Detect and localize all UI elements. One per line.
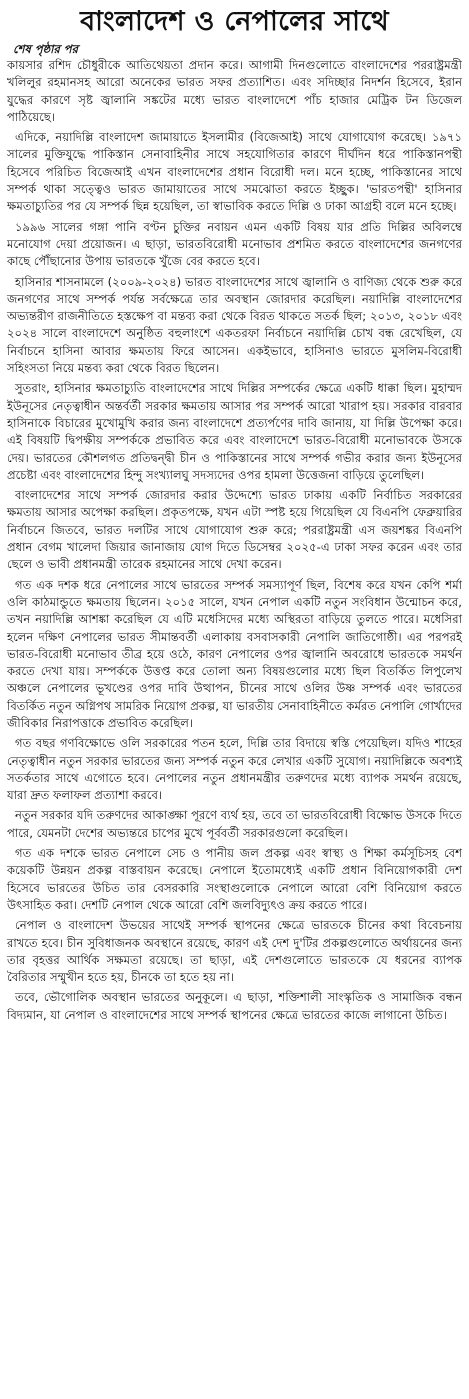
article-paragraph: কায়সার রশিদ চৌধুরীকে আতিথেয়তা প্রদান করে। আগামী দিনগুলোতে বাংলাদেশের পররাষ্ট্রমন্ত্রী খলিলুর রহমানসহ আরো অনেকের ভারত সফর প্রত্যাশিত। এবং সদিচ্ছার নিদর্শন হিসেবে, ইরান যুদ্ধের কারণে সৃষ্ট জ্বালানি সঙ্কটের মধ্যে ভারত বাংলাদেশে পাঁচ হাজার মেট্রিক টন ডিজেল পাঠিয়েছে। xyxy=(7,58,462,124)
article-paragraph: নেপাল ও বাংলাদেশ উভয়ের সাথেই সম্পর্ক স্থাপনের ক্ষেত্রে ভারতকে চীনের কথা বিবেচনায় রাখতে হবে। চীন সুবিধাজনক অবস্থানে রয়েছে, কারণ এই দেশ দু'টির প্রকল্পগুলোতে অর্থায়নের জন্য তার বৃহত্তর আর্থিক সক্ষমতা রয়েছে। তা ছাড়া, এই দেশগুলোতে ভারতকে যে ধরনের ব্যাপক বৈরিতার সম্মুখীন হতে হয়, চীনকে তা হতে হয় না। xyxy=(7,918,462,985)
continued-from-label: শেষ পৃষ্ঠার পর xyxy=(13,42,78,56)
article-paragraph: সুতরাং, হাসিনার ক্ষমতাচ্যুতি বাংলাদেশের সাথে দিল্লির সম্পর্কের ক্ষেত্রে একটি ধাক্কা ছিল। মুহাম্মদ ইউনূসের নেতৃত্বাধীন অন্তর্বর্তী সরকার ক্ষমতায় আসার পর সম্পর্ক আরো খারাপ হয়। সরকার বারবার হাসিনাকে বিচারের মুখোমুখি করার জন্য বাংলাদেশে প্রত্যর্পণের দাবি জানায়, যা দিল্লি উপেক্ষা করে। এই বিষয়টি দ্বিপক্ষীয় সম্পর্ককে প্রভাবিত করে এবং বাংলাদেশে ভারত-বিরোধী মনোভাবকে উসকে দেয়। ভারতের কৌশলগত প্রতিদ্বন্দ্বী চীন ও পাকিস্তানের সাথে সম্পর্ক গভীর করার জন্য ইউনূসের প্রচেষ্টা এবং বাংলাদেশের হিন্দু সংখ্যালঘু সদস্যদের ওপর হামলা উত্তেজনা বাড়িয়ে তুলেছিল। xyxy=(7,381,462,482)
article-paragraph: নতুন সরকার যদি তরুণদের আকাঙ্ক্ষা পূরণে ব্যর্থ হয়, তবে তা ভারতবিরোধী বিক্ষোভ উসকে দিতে পারে, যেমনটা দেশের অভ্যন্তরে চাপের মুখে পূর্ববর্তী সরকারগুলো করেছিল। xyxy=(7,808,462,840)
article-paragraph: গত এক দশকে ভারত নেপালে সেচ ও পানীয় জল প্রকল্প এবং স্বাস্থ্য ও শিক্ষা কর্মসূচিসহ বেশ কয়েকটি উন্নয়ন প্রকল্প বাস্তবায়ন করেছে। নেপালে ইতোমধ্যেই একটি প্রধান বিনিয়োগকারী দেশ হিসেবে ভারতের উচিত তার বেসরকারি সংস্থাগুলোকে নেপালে আরো বেশি বিনিয়োগ করতে উৎসাহিত করা। দেশটি নেপাল থেকে আরো বেশি জলবিদ্যুৎও ক্রয় করতে পারে। xyxy=(7,846,462,912)
article-body xyxy=(7,57,462,1024)
article-paragraph: গত বছর গণবিক্ষোভে ওলি সরকারের পতন হলে, দিল্লি তার বিদায়ে স্বস্তি পেয়েছিল। যদিও শাহের নেতৃত্বাধীন নতুন সরকার ভারতের জন্য সম্পর্ক নতুন করে লেখার একটি সুযোগ। নয়াদিল্লিকে অবশ্যই সতর্কতার সাথে এগোতে হবে। নেপালের নতুন প্রধানমন্ত্রীর তরুণদের মধ্যে ব্যাপক সমর্থন রয়েছে, যারা দ্রুত ফলাফল প্রত্যাশা করবে। xyxy=(7,736,462,803)
article-paragraph: বাংলাদেশের সাথে সম্পর্ক জোরদার করার উদ্দেশ্যে ভারত ঢাকায় একটি নির্বাচিত সরকারের ক্ষমতায় আসার অপেক্ষা করছিল। প্রকৃতপক্ষে, যখন এটা স্পষ্ট হয়ে গিয়েছিল যে বিএনপি ফেব্রুয়ারির নির্বাচনে জিতবে, ভারত দলটির সাথে যোগাযোগ শুরু করে; পররাষ্ট্রমন্ত্রী এস জয়শঙ্কর বিএনপি প্রধান বেগম খালেদা জিয়ার জানাজায় যোগ দিতে ডিসেম্বর ২০২৫-এ ঢাকা সফর করেন এবং তার ছেলে ও ভাবী প্রধানমন্ত্রী তারেক রহমানের সাথে দেখা করেন। xyxy=(7,488,462,572)
article-paragraph: এদিকে, নয়াদিল্লি বাংলাদেশ জামায়াতে ইসলামীর (বিজেআই) সাথে যোগাযোগ করেছে। ১৯৭১ সালের মুক্তিযুদ্ধে পাকিস্তান সেনাবাহিনীর সাথে সহযোগিতার কারণে দীর্ঘদিন ধরে পাকিস্তানপন্থী হিসেবে পরিচিত বিজেআই এখন বাংলাদেশের প্রধান বিরোধী দল। মনে হচ্ছে, পাকিস্তানের সাথে সম্পর্ক থাকা সত্ত্বেও ভারত জামায়াতের সাথে সমঝোতা করতে ইচ্ছুক। 'ভারতপন্থী' হাসিনার ক্ষমতাচ্যুতির পর যে সম্পর্ক ছিন্ন হয়েছিল, তা স্বাভাবিক করতে দিল্লি ও ঢাকা আগ্রহী বলে মনে হচ্ছে। xyxy=(7,130,462,214)
article-paragraph: ১৯৯৬ সালের গঙ্গা পানি বণ্টন চুক্তির নবায়ন এমন একটি বিষয় যার প্রতি দিল্লির অবিলম্বে মনোযোগ দেয়া প্রয়োজন। এ ছাড়া, ভারতবিরোধী মনোভাব প্রশমিত করতে বাংলাদেশের জনগণের কাছে পৌঁছানোর উপায় ভারতকে খুঁজে বের করতে হবে। xyxy=(7,219,462,269)
article-headline: বাংলাদেশ ও নেপালের সাথে xyxy=(80,6,389,37)
article-paragraph: হাসিনার শাসনামলে (২০০৯-২০২৪) ভারত বাংলাদেশের সাথে জ্বালানি ও বাণিজ্য থেকে শুরু করে জনগণের সাথে সম্পর্ক পর্যন্ত সর্বক্ষেত্রে তার অবস্থান জোরদার করেছিল। নয়াদিল্লি বাংলাদেশের অভ্যন্তরীণ রাজনীতিতে হস্তক্ষেপ বা মন্তব্য করা থেকে বিরত থাকতে সতর্ক ছিল; ২০১৩, ২০১৮ এবং ২০২৪ সালে বাংলাদেশে অনুষ্ঠিত বহুলাংশে একতরফা নির্বাচনে নয়াদিল্লি চোখ বন্ধ রেখেছিল, যে নির্বাচনে হাসিনা আবার ক্ষমতায় ফিরে আসেন। একইভাবে, হাসিনাও ভারতে মুসলিম-বিরোধী সহিংসতা নিয়ে মন্তব্য করা থেকে বিরত ছিলেন। xyxy=(7,274,462,376)
article-paragraph: গত এক দশক ধরে নেপালের সাথে ভারতের সম্পর্ক সমস্যাপূর্ণ ছিল, বিশেষ করে যখন কেপি শর্মা ওলি কাঠমান্ডুতে ক্ষমতায় ছিলেন। ২০১৫ সালে, যখন নেপাল একটি নতুন সংবিধান উন্মোচন করে, তখন নয়াদিল্লি আশঙ্কা করেছিল যে এটি মধেসিদের মধ্যে অস্থিরতা বাড়িয়ে তুলতে পারে। মধেসিরা হলেন দক্ষিণ নেপালের ভারত সীমান্তবর্তী এলাকায় বসবাসকারী নেপালি জাতিগোষ্ঠী। এর পরপরই ভারত-বিরোধী মনোভাব তীব্র হয়ে ওঠে, কারণ নেপালের ওপর জ্বালানি অবরোধে ভারতকে সমর্থন করতে দেখা যায়। সম্পর্ককে উত্তপ্ত করে তোলা অন্য বিষয়গুলোর মধ্যে ছিল বিতর্কিত লিপুলেখ অঞ্চলে নেপালের ভূখণ্ডের ওপর দাবি উত্থাপন, চীনের সাথে ওলির উষ্ণ সম্পর্ক এবং ভারতের বিতর্কিত নতুন অগ্নিপথ সামরিক নিয়োগ প্রকল্প, যা ভারতীয় সেনাবাহিনীতে কর্মরত নেপালি গোর্খাদের জীবিকার নিরাপত্তাকে প্রভাবিত করেছিল। xyxy=(7,577,462,730)
article-paragraph: তবে, ভৌগোলিক অবস্থান ভারতের অনুকূলে। এ ছাড়া, শক্তিশালী সাংস্কৃতিক ও সামাজিক বন্ধন বিদ্যমান, যা নেপাল ও বাংলাদেশের সাথে সম্পর্ক স্থাপনের ক্ষেত্রে ভারতের কাজে লাগানো উচিত। xyxy=(7,990,462,1022)
